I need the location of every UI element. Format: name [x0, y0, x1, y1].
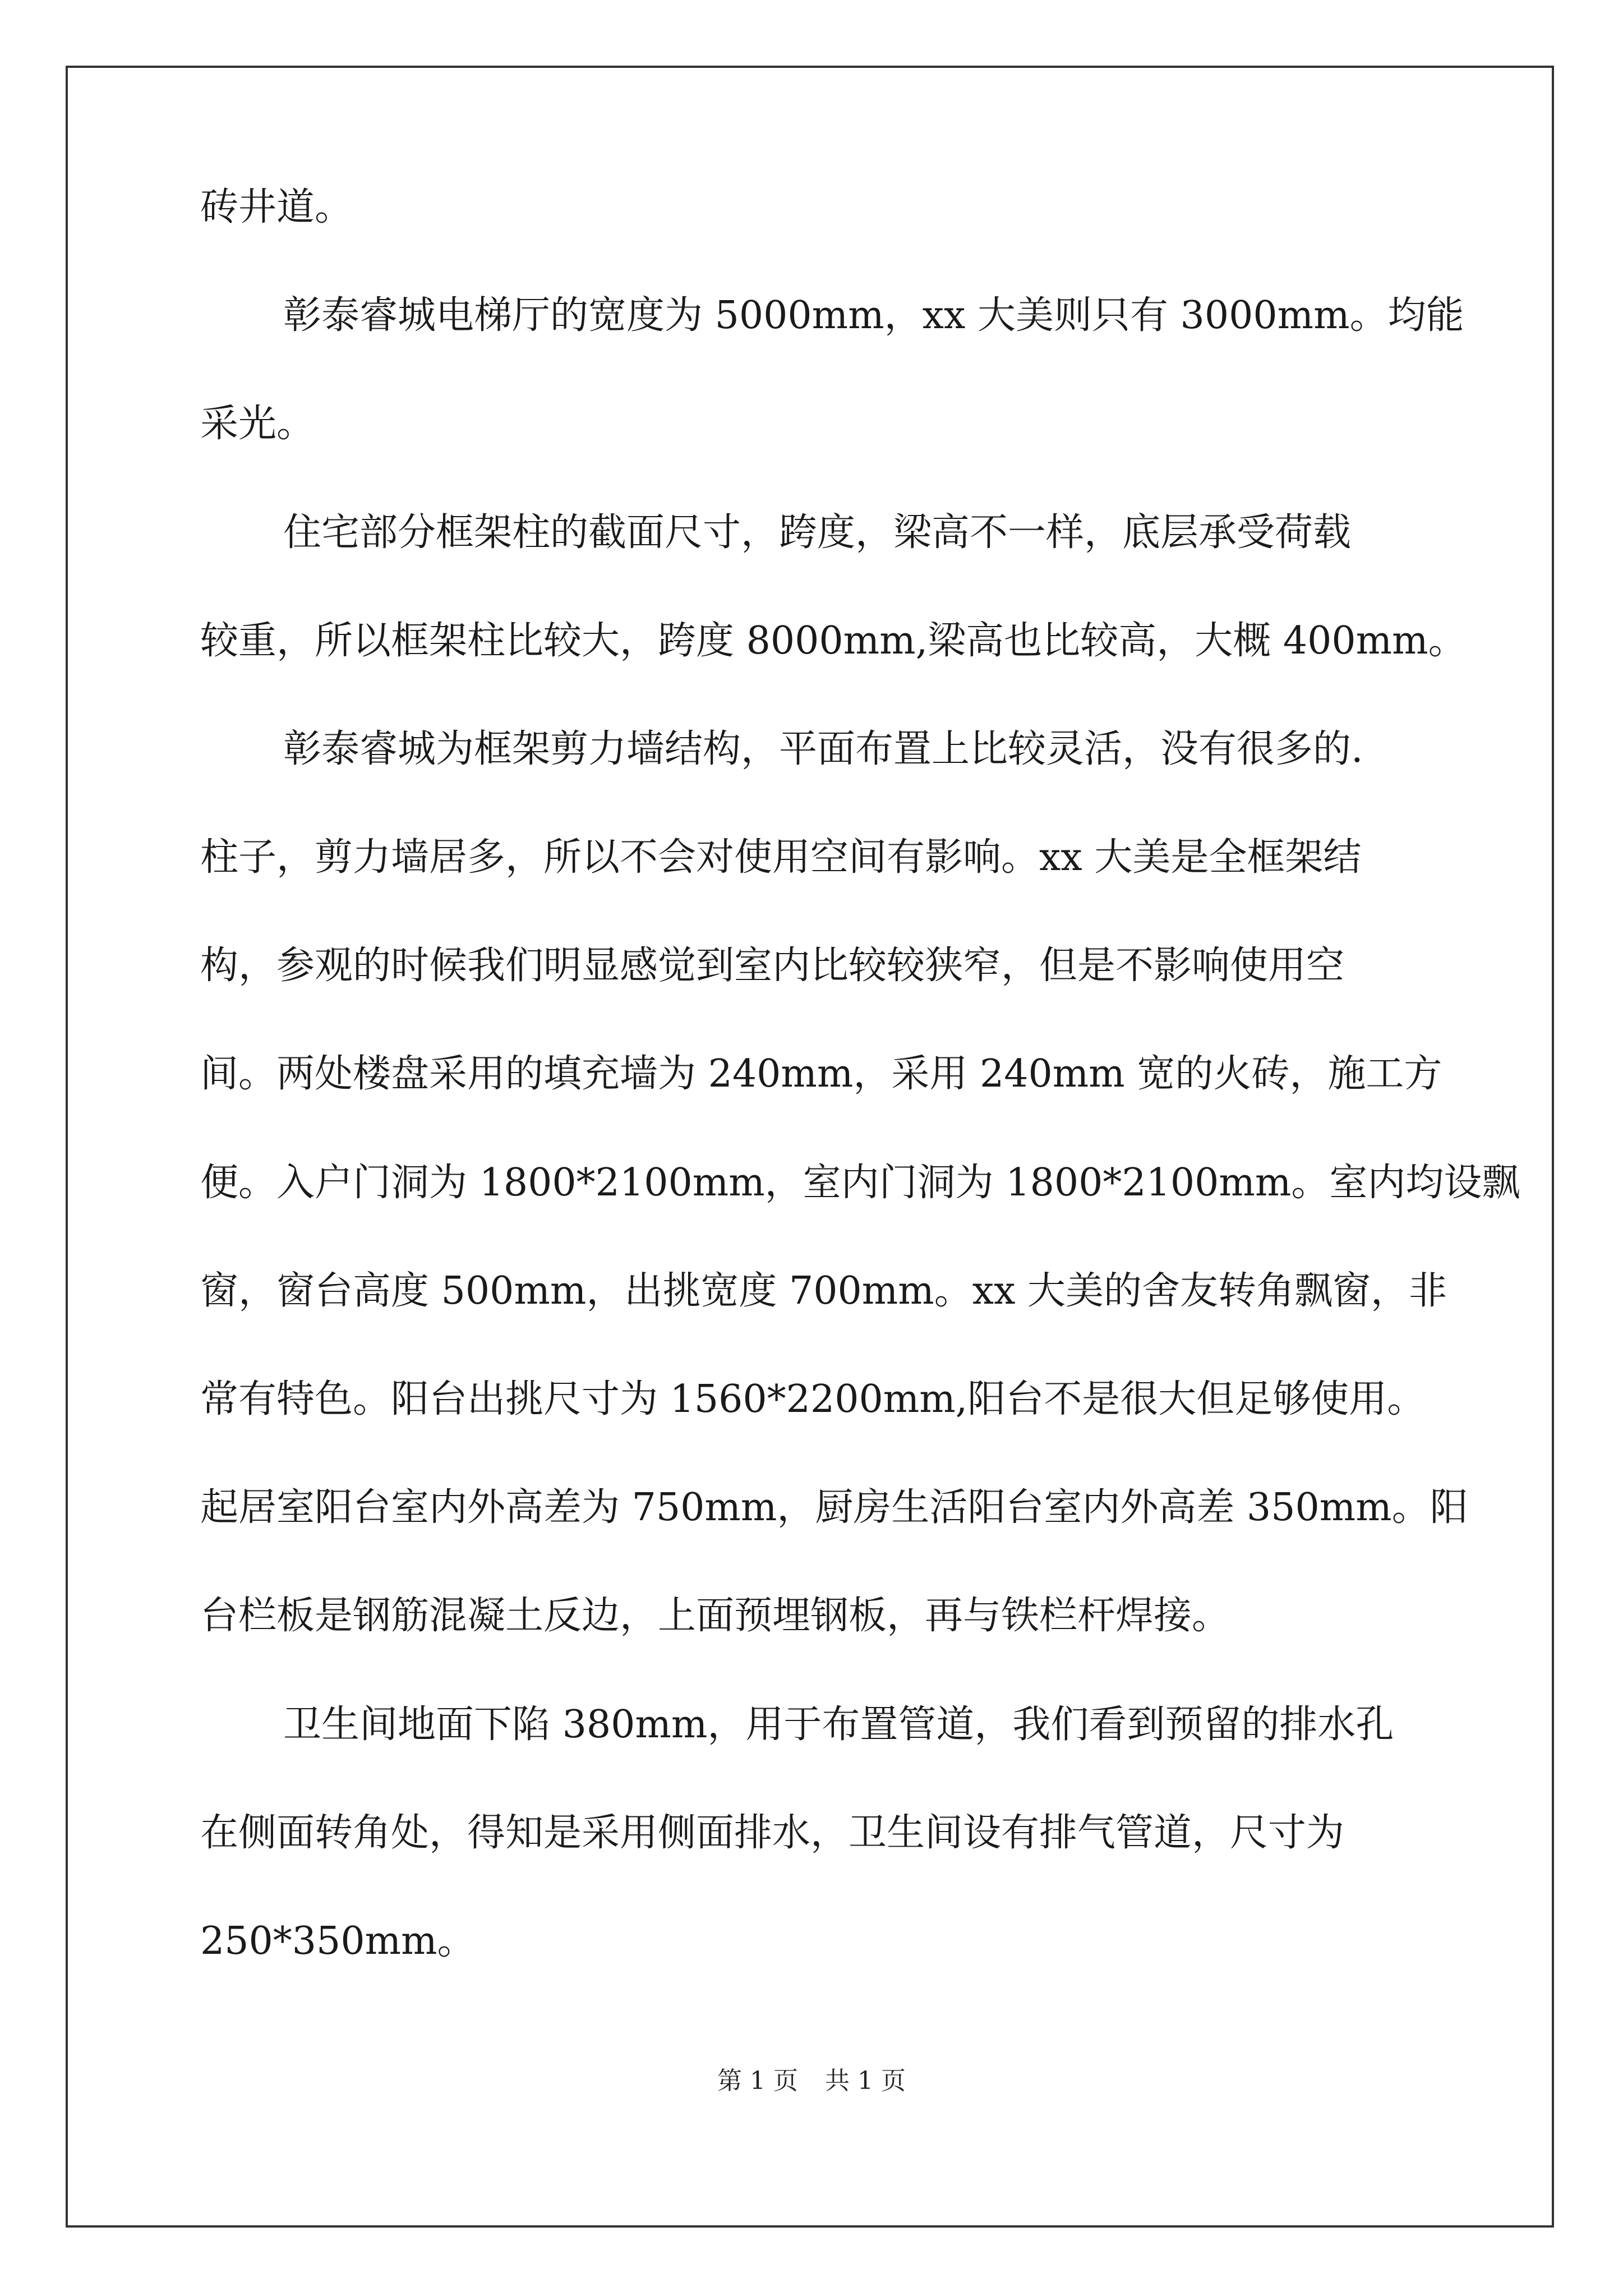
- page-total: 共 1 页: [825, 2067, 906, 2095]
- page-footer: [0, 2064, 1623, 2098]
- text-line: 间。两处楼盘采用的填充墙为 240mm，采用 240mm 宽的火砖，施工方: [200, 1052, 1442, 1096]
- text-line: 250*350mm。: [200, 1919, 476, 1963]
- text-line: 彰泰睿城电梯厅的宽度为 5000mm，xx 大美则只有 3000mm。均能: [283, 293, 1464, 338]
- text-line: 住宅部分框架柱的截面尺寸，跨度，梁高不一样，底层承受荷载: [283, 510, 1352, 555]
- page-number: 第 1 页: [717, 2067, 798, 2095]
- text-line: 采光。: [200, 402, 315, 446]
- text-line: 卫生间地面下陷 380mm，用于布置管道，我们看到预留的排水孔: [283, 1703, 1394, 1747]
- page-border: [66, 66, 1554, 2228]
- text-line: 柱子，剪力墙居多，所以不会对使用空间有影响。xx 大美是全框架结: [200, 835, 1362, 880]
- text-line: 窗，窗台高度 500mm，出挑宽度 700mm。xx 大美的舍友转角飘窗，非: [200, 1269, 1447, 1313]
- text-line: 在侧面转角处，得知是采用侧面排水，卫生间设有排气管道，尺寸为: [200, 1811, 1345, 1855]
- text-line: 较重，所以框架柱比较大，跨度 8000mm,梁高也比较高，大概 400mm。: [200, 619, 1467, 663]
- text-line: 起居室阳台室内外高差为 750mm，厨房生活阳台室内外高差 350mm。阳: [200, 1485, 1468, 1530]
- text-line: 常有特色。阳台出挑尺寸为 1560*2200mm,阳台不是很大但足够使用。: [200, 1377, 1426, 1421]
- text-line: 构，参观的时候我们明显感觉到室内比较较狭窄，但是不影响使用空: [200, 944, 1345, 988]
- text-line: 便。入户门洞为 1800*2100mm，室内门洞为 1800*2100mm。室内均设飘: [200, 1161, 1520, 1205]
- text-line: 台栏板是钢筋混凝土反边，上面预埋钢板，再与铁栏杆焊接。: [200, 1594, 1230, 1638]
- text-line: 砖井道。: [200, 185, 353, 229]
- text-line: 彰泰睿城为框架剪力墙结构，平面布置上比较灵活，没有很多的.: [283, 727, 1363, 771]
